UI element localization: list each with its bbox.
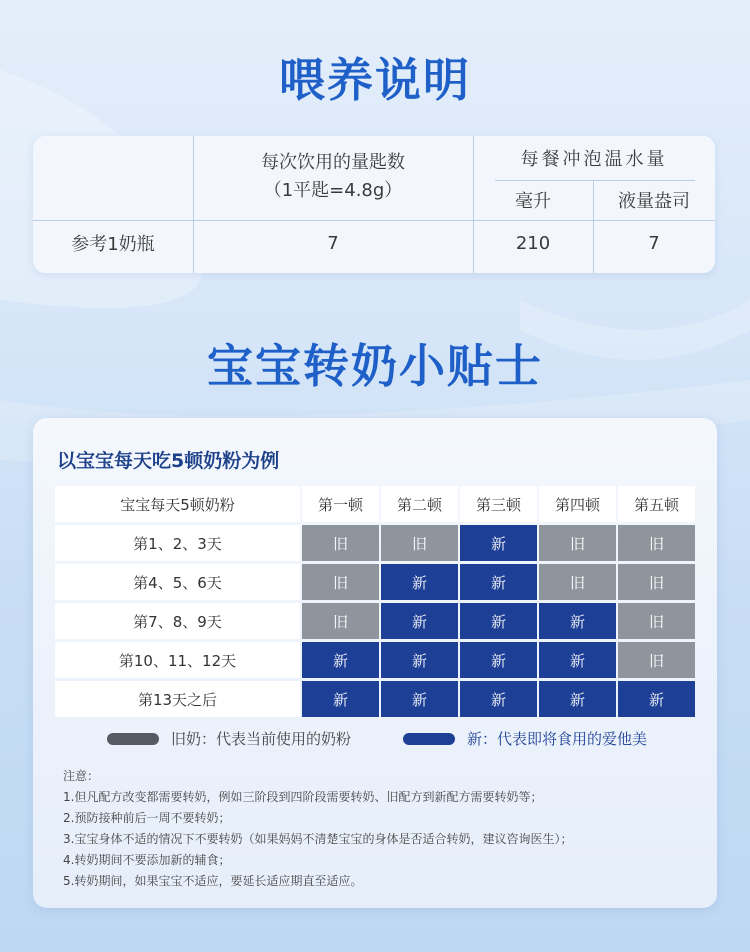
legend-new-swatch bbox=[403, 733, 455, 745]
meal-cell-new: 新 bbox=[618, 681, 695, 717]
schedule-row-label: 第13天之后 bbox=[55, 681, 300, 717]
legend-new bbox=[403, 728, 647, 749]
meal-cell-old: 旧 bbox=[618, 603, 695, 639]
note-line: 注意： bbox=[63, 769, 100, 783]
meal-cell-new: 新 bbox=[539, 603, 616, 639]
meal-cell-old: 旧 bbox=[618, 642, 695, 678]
meal-cell-new: 新 bbox=[460, 603, 537, 639]
meal-cell-new: 新 bbox=[460, 642, 537, 678]
row-label: 参考1奶瓶 bbox=[71, 234, 155, 255]
meal-cell-old: 旧 bbox=[618, 564, 695, 600]
meal-cell-old: 旧 bbox=[539, 525, 616, 561]
legend-old-swatch bbox=[107, 733, 159, 745]
tips-title: 宝宝转奶小贴士 bbox=[207, 339, 543, 393]
meal-cell-new: 新 bbox=[460, 681, 537, 717]
schedule-subtitle: 以宝宝每天吃5顿奶粉为例 bbox=[57, 450, 280, 472]
note-line: 4.转奶期间不要添加新的辅食； bbox=[63, 853, 231, 867]
note-line: 3.宝宝身体不适的情况下不要转奶（如果妈妈不清楚宝宝的身体是否适合转奶，建议咨询医生）； bbox=[63, 832, 573, 846]
legend-new-label: 新：代表即将食用的爱他美 bbox=[467, 730, 648, 748]
schedule-row-label: 第7、8、9天 bbox=[55, 603, 300, 639]
meal-cell-new: 新 bbox=[302, 642, 379, 678]
row-ml: 210 bbox=[515, 232, 551, 254]
meal-cell-old: 旧 bbox=[302, 525, 379, 561]
note-line: 2.预防接种前后一周不要转奶； bbox=[63, 811, 231, 825]
meal-cell-new: 新 bbox=[381, 564, 458, 600]
meal-cell-old: 旧 bbox=[381, 525, 458, 561]
meal-cell-new: 新 bbox=[539, 642, 616, 678]
legend-old-label: 旧奶：代表当前使用的奶粉 bbox=[171, 730, 352, 748]
feeding-title: 喂养说明 bbox=[279, 53, 471, 107]
header-cell: 第一顿 bbox=[302, 486, 379, 522]
legend-old bbox=[107, 728, 351, 749]
meal-cell-new: 新 bbox=[460, 564, 537, 600]
feeding-table bbox=[33, 136, 715, 273]
row-spoons: 7 bbox=[327, 232, 339, 254]
note-line: 1.但凡配方改变都需要转奶，例如三阶段到四阶段需要转奶、旧配方到新配方需要转奶等； bbox=[63, 790, 543, 804]
meal-cell-new: 新 bbox=[381, 642, 458, 678]
meal-cell-old: 旧 bbox=[618, 525, 695, 561]
row-oz: 7 bbox=[648, 232, 660, 254]
meal-cell-new: 新 bbox=[381, 603, 458, 639]
schedule-row-label: 第10、11、12天 bbox=[55, 642, 300, 678]
header-cell: 第二顿 bbox=[381, 486, 458, 522]
header-cell: 第五顿 bbox=[618, 486, 695, 522]
meal-cell-old: 旧 bbox=[302, 564, 379, 600]
meal-cell-old: 旧 bbox=[539, 564, 616, 600]
meal-cell-old: 旧 bbox=[302, 603, 379, 639]
meal-cell-new: 新 bbox=[302, 681, 379, 717]
header-spoons-line2: （1平匙=4.8g） bbox=[263, 180, 403, 201]
header-ml: 毫升 bbox=[515, 191, 551, 212]
schedule-row-label: 第1、2、3天 bbox=[55, 525, 300, 561]
transition-card bbox=[33, 418, 717, 908]
header-water: 每餐冲泡温水量 bbox=[520, 149, 668, 170]
header-cell: 宝宝每天5顿奶粉 bbox=[55, 486, 300, 522]
header-oz: 液量盎司 bbox=[618, 191, 690, 212]
notes bbox=[63, 766, 703, 892]
schedule-row-label: 第4、5、6天 bbox=[55, 564, 300, 600]
meal-cell-new: 新 bbox=[381, 681, 458, 717]
header-cell: 第四顿 bbox=[539, 486, 616, 522]
note-line: 5.转奶期间，如果宝宝不适应，要延长适应期直至适应。 bbox=[63, 874, 363, 888]
header-spoons bbox=[193, 136, 473, 218]
meal-cell-new: 新 bbox=[460, 525, 537, 561]
schedule-grid bbox=[55, 486, 695, 717]
header-cell: 第三顿 bbox=[460, 486, 537, 522]
meal-cell-new: 新 bbox=[539, 681, 616, 717]
header-spoons-line1: 每次饮用的量匙数 bbox=[261, 152, 405, 173]
